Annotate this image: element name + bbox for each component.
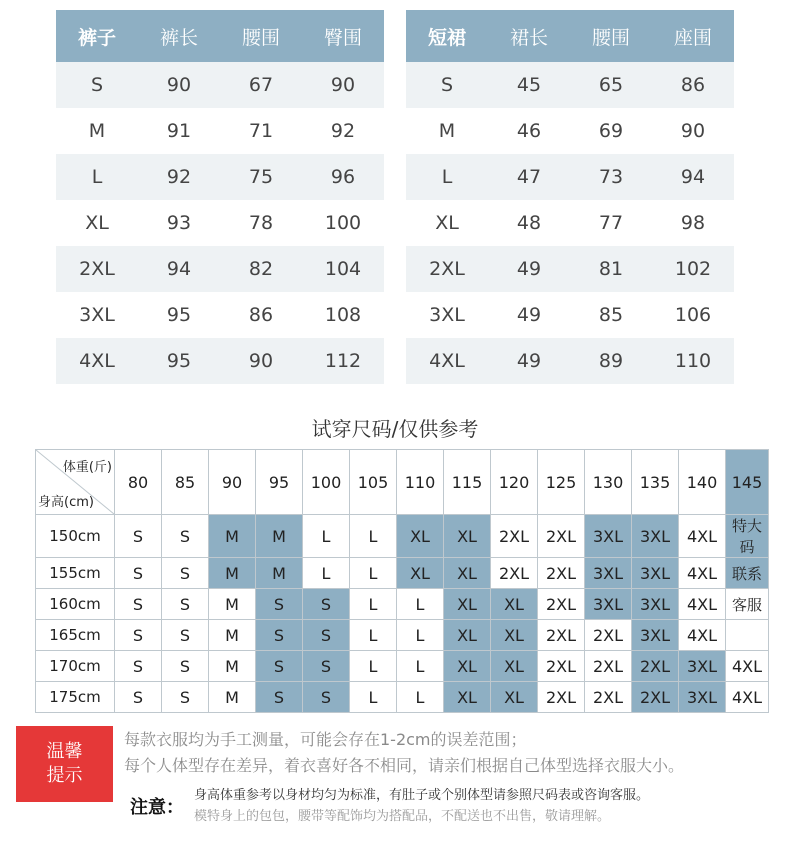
size-cell: L [350,682,397,713]
measure-cell: 49 [488,246,570,292]
size-cell: 4XL [56,338,138,384]
table-row [36,682,769,713]
size-cell: S [115,558,162,589]
size-cell: M [209,682,256,713]
size-cell: S [256,589,303,620]
note-line-2: 模特身上的包包，腰带等配饰均为搭配品，不配送也不出售，敬请理解。 [194,809,611,824]
measure-cell: 82 [220,246,302,292]
size-cell: 2XL [585,651,632,682]
size-cell: S [162,515,209,558]
size-cell: S [56,62,138,108]
measure-cell: 45 [488,62,570,108]
size-cell: S [115,515,162,558]
measure-cell: 106 [652,292,734,338]
tips-badge-line-2: 提示 [46,765,83,786]
table-row [56,154,384,200]
size-cell: S [115,651,162,682]
pants_table-header-2: 腰围 [220,10,302,62]
size-cell: S [256,651,303,682]
weight-header-cell: 80 [115,450,162,515]
note-line-1: 身高体重参考以身材均匀为标准，有肚子或个别体型请参照尺码表或咨询客服。 [194,788,650,803]
size-cell: XL [444,558,491,589]
table-row [56,338,384,384]
size-cell: 4XL [726,651,769,682]
table-row [36,620,769,651]
tryon-size-grid [35,449,769,713]
size-cell: XL [397,515,444,558]
weight-header-cell: 85 [162,450,209,515]
measure-cell: 85 [570,292,652,338]
measure-cell: 112 [302,338,384,384]
measure-cell: 108 [302,292,384,338]
measure-cell: 78 [220,200,302,246]
tips-line-2: 每个人体型存在差异，着衣喜好各不相同，请亲们根据自己体型选择衣服大小。 [124,756,685,775]
size-cell: M [256,558,303,589]
weight-header-cell: 145 [726,450,769,515]
size-cell: 3XL [632,589,679,620]
table-row [406,338,734,384]
height-axis-label: 身高(cm) [38,495,94,510]
size-cell: XL [491,651,538,682]
skirt-body [406,62,734,384]
size-cell: L [397,620,444,651]
size-cell: M [256,515,303,558]
size-cell: 2XL [538,620,585,651]
size-cell: L [303,515,350,558]
grid-corner-cell [36,450,115,515]
table-row [406,292,734,338]
size-cell: XL [444,682,491,713]
size-cell: L [397,589,444,620]
measure-cell: 96 [302,154,384,200]
size-cell: 3XL [679,651,726,682]
size-cell: 3XL [585,589,632,620]
size-cell: L [397,682,444,713]
size-cell: 2XL [491,558,538,589]
measure-cell: 95 [138,338,220,384]
size-cell: 3XL [585,515,632,558]
size-cell: S [162,651,209,682]
table-row [406,200,734,246]
size-cell: M [209,515,256,558]
tryon-title: 试穿尺码/仅供参考 [311,417,479,441]
size-cell: S [303,589,350,620]
skirt-size-table [406,10,734,384]
size-cell: 3XL [406,292,488,338]
measure-cell: 100 [302,200,384,246]
size-cell: 4XL [726,682,769,713]
size-cell: 3XL [679,682,726,713]
size-cell: 2XL [538,515,585,558]
size-cell: 2XL [632,651,679,682]
size-cell: S [162,620,209,651]
measure-cell: 98 [652,200,734,246]
measure-cell: 49 [488,338,570,384]
height-cell: 150cm [36,515,115,558]
size-cell: S [303,620,350,651]
size-cell: S [162,589,209,620]
size-cell: 2XL [538,651,585,682]
weight-axis-label: 体重(斤) [62,460,112,475]
measure-cell: 90 [652,108,734,154]
size-cell: 2XL [585,620,632,651]
size-cell: XL [397,558,444,589]
measure-cell: 93 [138,200,220,246]
size-cell: S [162,682,209,713]
weight-header-cell: 95 [256,450,303,515]
measure-cell: 73 [570,154,652,200]
pants_table-header-3: 臀围 [302,10,384,62]
table-row [56,62,384,108]
table-row [56,108,384,154]
weight-header-cell: 120 [491,450,538,515]
table-row [36,515,769,558]
size-cell: L [303,558,350,589]
measure-cell: 94 [652,154,734,200]
measure-cell: 71 [220,108,302,154]
size-cell: 3XL [632,558,679,589]
measure-cell: 90 [302,62,384,108]
size-cell: 4XL [406,338,488,384]
weight-header-cell: 130 [585,450,632,515]
height-cell: 175cm [36,682,115,713]
measure-cell: 81 [570,246,652,292]
table-row [36,558,769,589]
weight-header-row [36,450,769,515]
weight-header-cell: 110 [397,450,444,515]
measure-cell: 90 [138,62,220,108]
table-row [36,651,769,682]
table-row [406,62,734,108]
contact-service-cell: 特大码 [726,515,769,558]
size-cell: XL [491,620,538,651]
measure-cell: 67 [220,62,302,108]
contact-service-cell: 联系 [726,558,769,589]
height-cell: 160cm [36,589,115,620]
tips-badge [16,726,113,802]
size-cell: L [350,651,397,682]
size-cell: S [115,620,162,651]
size-cell: M [209,651,256,682]
weight-header-cell: 100 [303,450,350,515]
table-row [36,589,769,620]
pants-header-row [56,10,384,62]
size-cell: XL [444,651,491,682]
size-cell: L [406,154,488,200]
size-cell: 2XL [56,246,138,292]
measure-cell: 104 [302,246,384,292]
measure-cell: 77 [570,200,652,246]
weight-header-cell: 140 [679,450,726,515]
pants_table-header-0: 裤子 [56,10,138,62]
size-cell: 2XL [538,682,585,713]
measure-cell: 94 [138,246,220,292]
pants_table-header-1: 裤长 [138,10,220,62]
weight-header-cell: 135 [632,450,679,515]
measure-cell: 65 [570,62,652,108]
size-cell: 4XL [679,620,726,651]
measure-cell: 47 [488,154,570,200]
size-cell: S [115,682,162,713]
note-text [194,785,649,827]
size-cell: M [406,108,488,154]
table-row [56,200,384,246]
table-row [56,292,384,338]
note-label: 注意： [130,797,184,818]
skirt_table-header-3: 座围 [652,10,734,62]
size-cell: XL [406,200,488,246]
measure-cell: 95 [138,292,220,338]
measure-cell: 75 [220,154,302,200]
size-cell: 2XL [585,682,632,713]
size-cell: 2XL [538,589,585,620]
skirt_table-header-2: 腰围 [570,10,652,62]
size-cell: 2XL [538,558,585,589]
size-cell: L [350,589,397,620]
size-cell: S [303,651,350,682]
size-cell: L [350,620,397,651]
measure-cell: 49 [488,292,570,338]
empty-cell [726,620,769,651]
size-cell: 2XL [406,246,488,292]
measure-cell: 110 [652,338,734,384]
size-cell: L [350,515,397,558]
size-cell: 2XL [491,515,538,558]
skirt_table-header-1: 裙长 [488,10,570,62]
measure-cell: 91 [138,108,220,154]
measure-cell: 48 [488,200,570,246]
size-cell: XL [491,589,538,620]
weight-header-cell: 125 [538,450,585,515]
measure-cell: 102 [652,246,734,292]
pants-size-table [56,10,384,384]
size-cell: L [397,651,444,682]
size-cell: M [209,620,256,651]
measure-cell: 92 [302,108,384,154]
table-row [56,246,384,292]
measure-cell: 92 [138,154,220,200]
size-cell: S [162,558,209,589]
size-cell: S [406,62,488,108]
contact-service-cell: 客服 [726,589,769,620]
size-cell: XL [491,682,538,713]
table-row [406,154,734,200]
size-cell: 3XL [56,292,138,338]
size-cell: XL [444,620,491,651]
tips-line-1: 每款衣服均为手工测量，可能会存在1-2cm的误差范围； [124,730,527,749]
size-cell: 2XL [632,682,679,713]
skirt-header-row [406,10,734,62]
tips-text [124,727,684,779]
measure-cell: 90 [220,338,302,384]
measure-cell: 46 [488,108,570,154]
size-cell: XL [444,515,491,558]
weight-header-cell: 90 [209,450,256,515]
size-cell: S [115,589,162,620]
size-cell: XL [444,589,491,620]
table-row [406,108,734,154]
size-cell: M [56,108,138,154]
size-cell: 3XL [632,620,679,651]
size-cell: M [209,558,256,589]
skirt_table-header-0: 短裙 [406,10,488,62]
height-cell: 155cm [36,558,115,589]
size-cell: 4XL [679,558,726,589]
height-cell: 170cm [36,651,115,682]
table-row [406,246,734,292]
size-cell: S [256,682,303,713]
size-cell: 4XL [679,589,726,620]
size-cell: S [256,620,303,651]
tips-badge-line-1: 温馨 [46,741,83,762]
height-cell: 165cm [36,620,115,651]
measure-cell: 86 [652,62,734,108]
weight-header-cell: 115 [444,450,491,515]
size-cell: L [350,558,397,589]
size-cell: 3XL [585,558,632,589]
measure-cell: 86 [220,292,302,338]
size-cell: 4XL [679,515,726,558]
measure-cell: 69 [570,108,652,154]
size-cell: L [56,154,138,200]
measure-cell: 89 [570,338,652,384]
size-cell: M [209,589,256,620]
weight-header-cell: 105 [350,450,397,515]
pants-body [56,62,384,384]
size-cell: S [303,682,350,713]
size-cell: 3XL [632,515,679,558]
size-cell: XL [56,200,138,246]
